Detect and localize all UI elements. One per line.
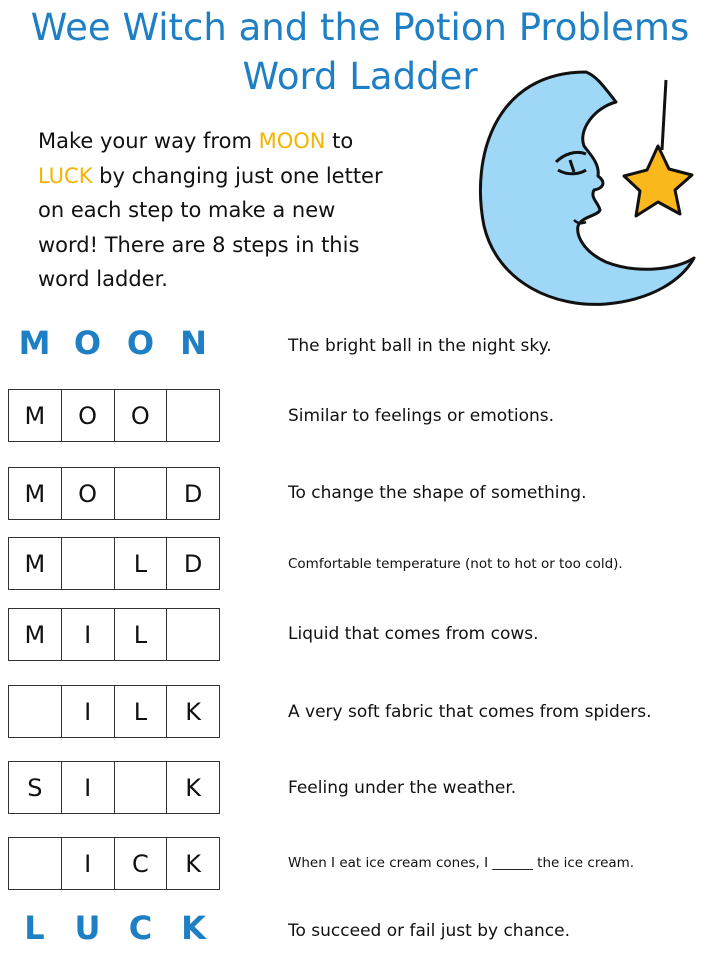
start-letter: O — [126, 324, 155, 362]
end-word — [8, 909, 220, 947]
letter-box[interactable]: C — [115, 838, 168, 889]
letter-box[interactable]: M — [9, 468, 62, 519]
rung-clue-2: To change the shape of something. — [288, 483, 587, 503]
rung-clue-5: A very soft fabric that comes from spiders. — [288, 702, 652, 722]
ladder-rung-2[interactable] — [8, 467, 220, 520]
rung-clue-1: Similar to feelings or emotions. — [288, 406, 555, 426]
start-word-highlight: MOON — [258, 129, 326, 153]
ladder-rung-6[interactable] — [8, 761, 220, 814]
letter-box[interactable]: O — [62, 390, 115, 441]
letter-box[interactable]: I — [62, 686, 115, 737]
letter-box[interactable]: K — [185, 849, 201, 878]
letter-box[interactable]: M — [9, 538, 62, 589]
letter-box[interactable]: K — [185, 773, 201, 802]
ladder-rung-5[interactable] — [8, 685, 220, 738]
intro-text-3: by changing just one letter on each step to make a new word! There are 8 steps in this word ladder. — [38, 163, 383, 291]
rung-clue-7: When I eat ice cream cones, I ______ the ice cream. — [288, 855, 635, 871]
letter-box[interactable]: I — [62, 838, 115, 889]
letter-box[interactable] — [9, 838, 62, 889]
letter-box[interactable] — [115, 468, 168, 519]
letter-box[interactable]: K — [185, 697, 201, 726]
intro-text-1: Make your way from — [38, 129, 259, 153]
start-letter: M — [18, 324, 51, 362]
start-clue: The bright ball in the night sky. — [288, 336, 552, 356]
start-letter: O — [73, 324, 102, 362]
start-word — [8, 324, 220, 362]
letter-box[interactable]: O — [62, 468, 115, 519]
page-title: Wee Witch and the Potion Problems — [30, 6, 690, 49]
letter-box[interactable]: D — [183, 549, 203, 578]
letter-box[interactable]: L — [115, 686, 168, 737]
end-clue: To succeed or fail just by chance. — [288, 921, 570, 941]
letter-box[interactable]: I — [62, 762, 115, 813]
letter-box[interactable] — [9, 686, 62, 737]
ladder-rung-3[interactable] — [8, 537, 220, 590]
letter-box[interactable] — [115, 762, 168, 813]
rung-clue-3: Comfortable temperature (not to hot or too cold). — [288, 556, 623, 572]
instructions — [38, 124, 398, 297]
page-subtitle: Word Ladder — [242, 55, 478, 98]
end-letter: K — [181, 909, 206, 947]
letter-box[interactable] — [167, 390, 219, 441]
letter-box[interactable]: I — [62, 609, 115, 660]
letter-box[interactable]: M — [9, 609, 62, 660]
letter-box[interactable]: O — [115, 390, 168, 441]
ladder-rung-1[interactable] — [8, 389, 220, 442]
letter-box[interactable]: L — [115, 609, 168, 660]
letter-box[interactable]: D — [183, 479, 203, 508]
end-letter: C — [128, 909, 153, 947]
ladder-rung-7[interactable] — [8, 837, 220, 890]
start-letter: N — [180, 324, 207, 362]
end-letter: L — [24, 909, 45, 947]
rung-clue-6: Feeling under the weather. — [288, 778, 517, 798]
ladder-rung-4[interactable] — [8, 608, 220, 661]
crescent-moon-with-star-icon — [466, 66, 698, 310]
intro-text-2: to — [325, 129, 354, 153]
rung-clue-4: Liquid that comes from cows. — [288, 624, 539, 644]
letter-box[interactable]: L — [115, 538, 168, 589]
end-word-highlight: LUCK — [38, 163, 93, 188]
letter-box[interactable] — [167, 609, 219, 660]
end-letter: U — [74, 909, 101, 947]
letter-box[interactable]: M — [9, 390, 62, 441]
letter-box[interactable] — [62, 538, 115, 589]
letter-box[interactable]: S — [9, 762, 62, 813]
